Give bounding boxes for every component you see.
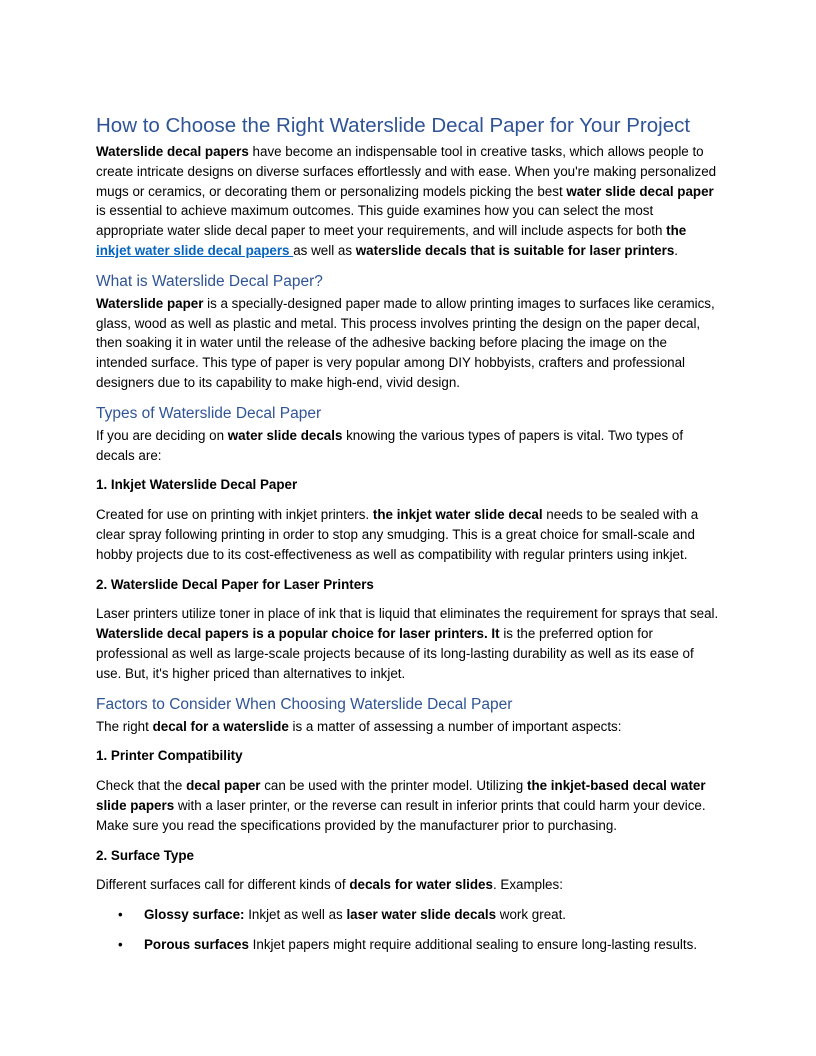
bold-text: waterslide decals that is suitable for laser printers xyxy=(355,242,675,258)
intro-paragraph xyxy=(96,142,720,261)
bullet-icon: • xyxy=(118,936,123,952)
subheading-laser: 2. Waterslide Decal Paper for Laser Printers xyxy=(96,576,374,592)
bold-text: Waterslide decal papers xyxy=(96,144,249,159)
text: . xyxy=(674,242,679,258)
text: Check that the xyxy=(96,778,187,794)
printer-compatibility-paragraph xyxy=(96,776,720,835)
text: is essential to achieve maximum outcomes. This guide examines how you can select the most appropriate water slide decal paper to meet your requirements, and will include aspects for both xyxy=(96,203,667,239)
text: . Examples: xyxy=(492,877,563,893)
text: Laser printers utilize toner in place of ink that is liquid that eliminates the requirement for sprays that seal. xyxy=(96,606,719,622)
list-item xyxy=(118,935,720,955)
inkjet-decal-papers-link[interactable]: inkjet water slide decal papers xyxy=(96,242,294,258)
bold-text: Waterslide decal papers is a popular choice for laser printers. It xyxy=(96,626,500,642)
bold-text: the inkjet water slide decal xyxy=(372,507,543,523)
section-heading-what: What is Waterslide Decal Paper? xyxy=(96,272,323,290)
surface-examples-list xyxy=(96,905,720,955)
text: as well as xyxy=(293,242,356,258)
factors-intro-paragraph xyxy=(96,717,720,737)
text: Inkjet papers might require additional sealing to ensure long-lasting results. xyxy=(248,936,698,952)
bold-text: decal paper xyxy=(186,778,261,794)
bold-text: Waterslide paper xyxy=(96,295,204,311)
list-item xyxy=(118,905,720,925)
section-heading-factors: Factors to Consider When Choosing Waterslide Decal Paper xyxy=(96,695,513,713)
bold-text: the inkjet-based decal water slide papers xyxy=(96,778,706,813)
text: work great. xyxy=(496,907,567,923)
bold-text: Porous surfaces xyxy=(144,936,249,952)
text: is a matter of assessing a number of important aspects: xyxy=(288,718,622,734)
text: If you are deciding on xyxy=(96,427,228,443)
text: with a laser printer, or the reverse can result in inferior prints that could harm your device. Make sure you read the specifications provided by the manufacturer prior to purchasing. xyxy=(96,797,706,833)
surface-type-paragraph xyxy=(96,875,720,895)
bold-text: laser water slide decals xyxy=(346,907,497,923)
text: The right xyxy=(96,718,153,734)
text: is a specially-designed paper made to allow printing images to surfaces like ceramics, glass, wood as well as plastic and metal. This process involves printing the design on the paper decal, then soaking it in water until the release of the adhesive backing before placing the image on the intended surface. This type of paper is very popular among DIY hobbyists, crafters and professional designers due to its capability to make high-end, vivid design. xyxy=(96,295,715,390)
laser-paragraph xyxy=(96,604,720,683)
text: have become an indispensable tool in creative tasks, which allows people to create intricate designs on diverse surfaces effortlessly and with ease. When you're making personalized mugs or ceramics, or decorating them or personalizing models picking the best xyxy=(96,144,717,199)
text: can be used with the printer model. Utilizing xyxy=(260,778,527,794)
text: Created for use on printing with inkjet printers. xyxy=(96,507,373,523)
text: Different surfaces call for different kinds of xyxy=(96,877,350,893)
page-title: How to Choose the Right Waterslide Decal Paper for Your Project xyxy=(96,114,691,137)
bold-text: water slide decal paper xyxy=(566,183,714,199)
subheading-surface-type: 2. Surface Type xyxy=(96,847,194,863)
bold-text: decal for a waterslide xyxy=(152,718,289,734)
text: knowing the various types of papers is vital. Two types of decals are: xyxy=(96,427,684,463)
text: is the preferred option for professional as well as large-scale projects because of its long-lasting durability as well as its ease of use. But, it's higher priced than alternatives to inkjet. xyxy=(96,626,694,681)
bold-text: the xyxy=(666,223,687,239)
types-intro-paragraph xyxy=(96,426,720,466)
bold-text: decals for water slides xyxy=(349,877,493,893)
text: Inkjet as well as xyxy=(244,907,347,923)
section-heading-types: Types of Waterslide Decal Paper xyxy=(96,404,322,422)
bold-text: Glossy surface: xyxy=(144,907,245,923)
bullet-icon: • xyxy=(118,907,123,923)
subheading-printer-compatibility: 1. Printer Compatibility xyxy=(96,748,243,764)
inkjet-paragraph xyxy=(96,505,720,564)
subheading-inkjet: 1. Inkjet Waterslide Decal Paper xyxy=(96,477,298,493)
what-paragraph xyxy=(96,294,720,393)
bold-text: water slide decals xyxy=(227,427,343,443)
text: needs to be sealed with a clear spray following printing in order to stop any smudging. This is a great choice for small-scale and hobby projects due to its cost-effectiveness as well as compatibility with regular printers using inkjet. xyxy=(96,507,699,562)
